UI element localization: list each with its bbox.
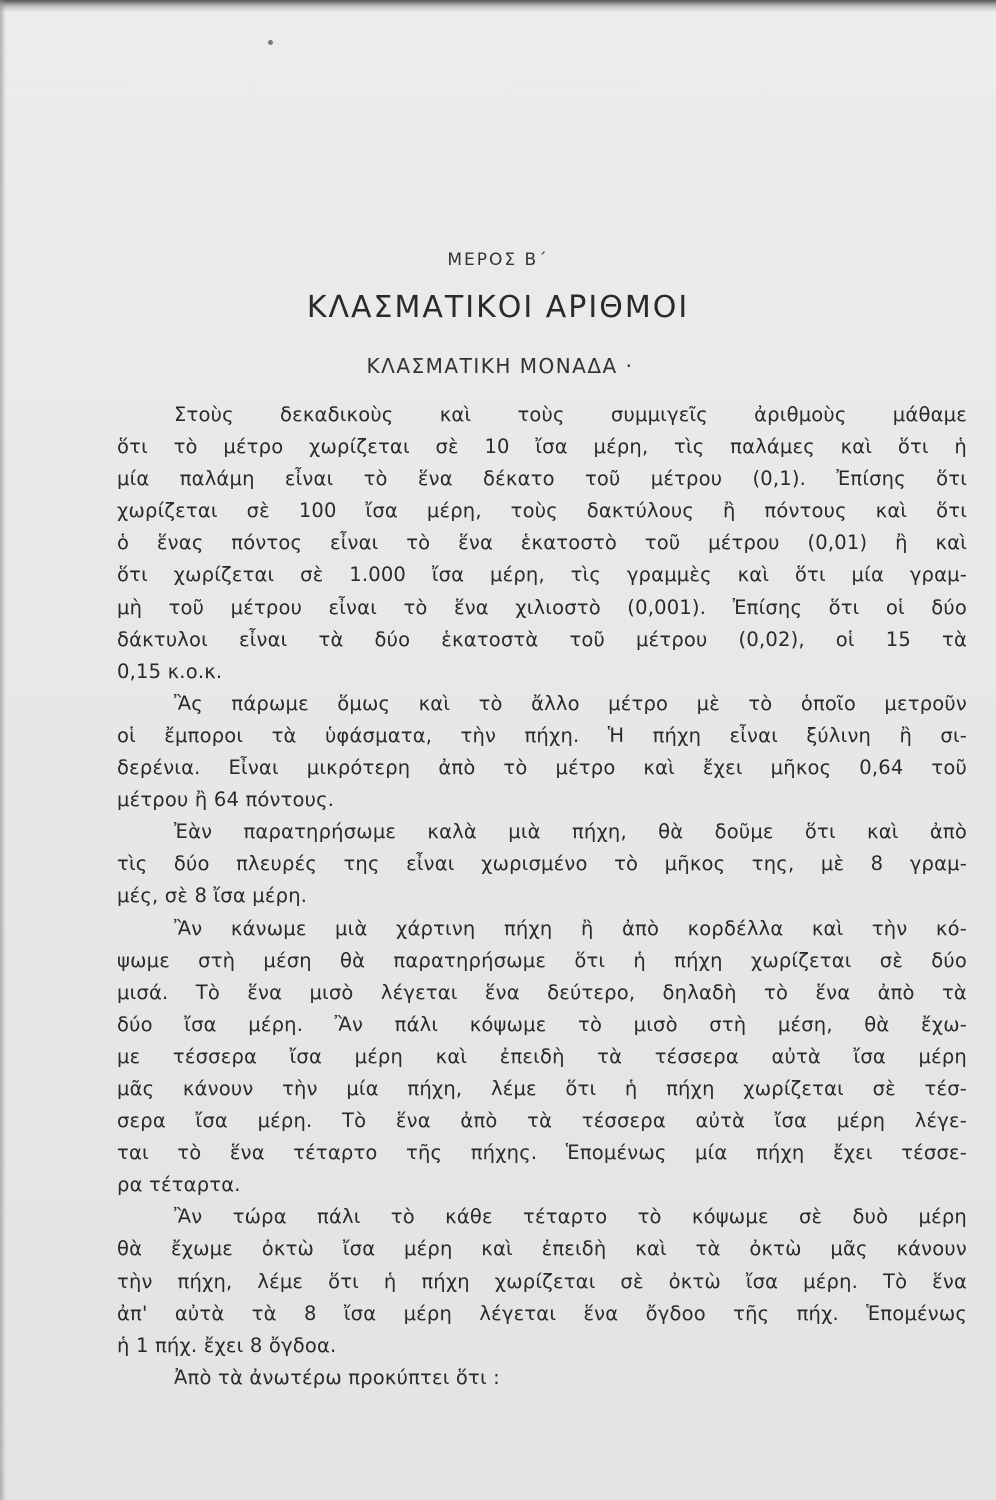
text-line: Ἂν τώρα πάλι τὸ κάθε τέταρτο τὸ κόψωμε σὲ δυὸ μέρη	[174, 1205, 967, 1229]
text-line: μές, σὲ 8 ἴσα μέρη.	[117, 884, 308, 908]
text-line: με τέσσερα ἴσα μέρη καὶ ἐπειδὴ τὰ τέσσερα αὐτὰ ἴσα μέρη	[117, 1044, 967, 1068]
text-line: οἱ ἔμποροι τὰ ὑφάσματα, τὴν πήχη. Ἡ πήχη εἶναι ξύλινη ἢ σι-	[117, 723, 967, 747]
text-line: τὶς δύο πλευρές της εἶναι χωρισμένο τὸ μῆκος της, μὲ 8 γραμ-	[117, 852, 967, 876]
text-line: ρα τέταρτα.	[117, 1173, 241, 1197]
text-line: ὅτι χωρίζεται σὲ 1.000 ἴσα μέρη, τὶς γραμμὲς καὶ ὅτι μία γραμ-	[117, 563, 967, 587]
text-line: Ἂν κάνωμε μιὰ χάρτινη πήχη ἢ ἀπὸ κορδέλλα καὶ τὴν κό-	[174, 916, 967, 940]
text-line: θὰ ἔχωμε ὀκτὼ ἴσα μέρη καὶ ἐπειδὴ καὶ τὰ ὀκτὼ μᾶς κάνουν	[117, 1237, 967, 1261]
text-line: ἀπ' αὐτὰ τὰ 8 ἴσα μέρη λέγεται ἕνα ὄγδοο τῆς πήχ. Ἑπομένως	[117, 1301, 967, 1325]
text-line: δύο ἴσα μέρη. Ἂν πάλι κόψωμε τὸ μισὸ στὴ μέση, θὰ ἔχω-	[117, 1012, 967, 1036]
part-label: ΜΕΡΟΣ Β΄	[447, 250, 549, 270]
paper-speck	[268, 40, 273, 45]
text-line: μισά. Τὸ ἕνα μισὸ λέγεται ἕνα δεύτερο, δηλαδὴ τὸ ἕνα ἀπὸ τὰ	[117, 980, 967, 1004]
text-line: μὴ τοῦ μέτρου εἶναι τὸ ἕνα χιλιοστὸ (0,001). Ἐπίσης ὅτι οἱ δύο	[117, 595, 967, 619]
text-line: Ἀπὸ τὰ ἀνωτέρω προκύπτει ὅτι :	[174, 1365, 500, 1389]
text-line: Στοὺς δεκαδικοὺς καὶ τοὺς συμμιγεῖς ἀριθμοὺς μάθαμε	[174, 403, 967, 426]
text-line: σερα ἴσα μέρη. Τὸ ἕνα ἀπὸ τὰ τέσσερα αὐτὰ ἴσα μέρη λέγε-	[117, 1109, 967, 1133]
section-subtitle: ΚΛΑΣΜΑΤΙΚΗ ΜΟΝΑΔΑ ·	[366, 354, 634, 378]
text-line: ἡ 1 πήχ. ἔχει 8 ὄγδοα.	[117, 1333, 337, 1357]
text-line: χωρίζεται σὲ 100 ἴσα μέρη, τοὺς δακτύλους ἢ πόντους καὶ ὅτι	[117, 499, 967, 523]
text-line: 0,15 κ.ο.κ.	[117, 659, 223, 683]
text-line: τὴν πήχη, λέμε ὅτι ἡ πήχη χωρίζεται σὲ ὀκτὼ ἴσα μέρη. Τὸ ἕνα	[117, 1269, 967, 1293]
text-line: ται τὸ ἕνα τέταρτο τῆς πήχης. Ἑπομένως μία πήχη ἔχει τέσσε-	[117, 1141, 967, 1165]
text-line: ὁ ἕνας πόντος εἶναι τὸ ἕνα ἑκατοστὸ τοῦ μέτρου (0,01) ἢ καὶ	[117, 531, 967, 555]
page-top-shadow	[0, 0, 996, 12]
text-line: Ἂς πάρωμε ὅμως καὶ τὸ ἄλλο μέτρο μὲ τὸ ὁποῖο μετροῦν	[174, 691, 967, 715]
text-line: μέτρου ἢ 64 πόντους.	[117, 788, 335, 812]
page-left-shadow	[0, 0, 6, 1500]
text-line: μία παλάμη εἶναι τὸ ἕνα δέκατο τοῦ μέτρου (0,1). Ἐπίσης ὅτι	[117, 467, 967, 491]
chapter-title: ΚΛΑΣΜΑΤΙΚΟΙ ΑΡΙΘΜΟΙ	[306, 290, 690, 325]
text-line: Ἐὰν παρατηρήσωμε καλὰ μιὰ πήχη, θὰ δοῦμε ὅτι καὶ ἀπὸ	[174, 820, 967, 844]
text-line: μᾶς κάνουν τὴν μία πήχη, λέμε ὅτι ἡ πήχη χωρίζεται σὲ τέσ-	[117, 1076, 967, 1100]
text-line: ψωμε στὴ μέση θὰ παρατηρήσωμε ὅτι ἡ πήχη χωρίζεται σὲ δύο	[117, 948, 967, 972]
body-text	[117, 399, 967, 1394]
text-line: ὅτι τὸ μέτρο χωρίζεται σὲ 10 ἴσα μέρη, τὶς παλάμες καὶ ὅτι ἡ	[117, 435, 967, 459]
text-line: δάκτυλοι εἶναι τὰ δύο ἑκατοστὰ τοῦ μέτρου (0,02), οἱ 15 τὰ	[117, 627, 967, 651]
text-line: δερένια. Εἶναι μικρότερη ἀπὸ τὸ μέτρο καὶ ἔχει μῆκος 0,64 τοῦ	[117, 756, 967, 780]
